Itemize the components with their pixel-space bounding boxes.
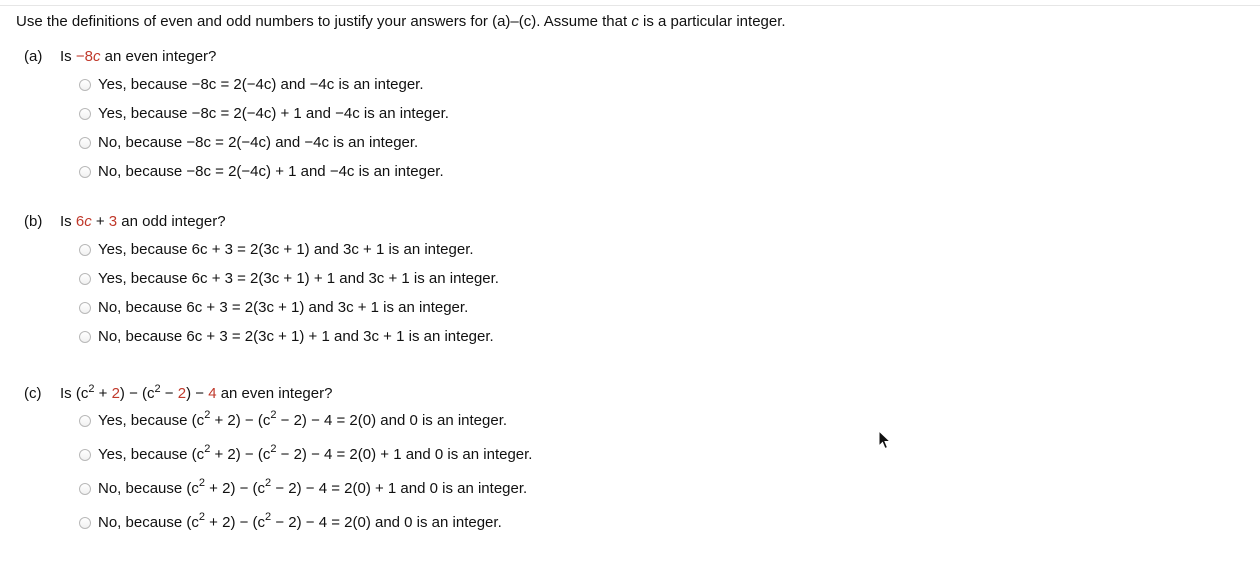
question-constant: 2 (177, 385, 187, 402)
option-b-3[interactable] (79, 299, 468, 317)
option-a-2[interactable] (79, 105, 449, 123)
option-label: No, because 6c + 3 = 2(3c + 1) + 1 and 3c + 1 is an integer. (98, 328, 494, 345)
part-label: (c) (24, 385, 42, 402)
radio-button[interactable] (79, 108, 91, 120)
radio-button[interactable] (79, 483, 91, 495)
option-label: No, because $(c^2 + 2) - (c^2 - 2) - 4 = 2(0) + 1$ and 0 is an integer. (98, 477, 528, 497)
question-operator: + (94, 385, 112, 402)
option-a-4[interactable] (79, 163, 444, 181)
radio-button[interactable] (79, 415, 91, 427)
question-constant: 2 (111, 385, 120, 402)
question-c (24, 380, 1224, 403)
radio-button[interactable] (79, 166, 91, 178)
option-label: Yes, because $(c^2 + 2) - (c^2 - 2) - 4 = 2(0)$ and 0 is an integer. (98, 409, 508, 429)
mouse-pointer-icon (878, 430, 892, 450)
option-label: Yes, because 6c + 3 = 2(3c + 1) + 1 and 3c + 1 is an integer. (98, 270, 499, 287)
part-a (24, 48, 1224, 180)
option-c-1[interactable] (79, 409, 508, 430)
part-label: (a) (24, 48, 43, 65)
question-pre: Is (60, 48, 76, 65)
question-a (24, 48, 1224, 66)
option-label: No, because −8c = 2(−4c) + 1 and −4c is an integer. (98, 163, 444, 180)
part-b (24, 213, 1224, 345)
option-label: Yes, because $(c^2 + 2) - (c^2 - 2) - 4 = 2(0) + 1$ and 0 is an integer. (98, 443, 533, 463)
radio-button[interactable] (79, 273, 91, 285)
question-exponent: 2 (154, 383, 161, 395)
question-operator: ) − (186, 385, 209, 402)
option-c-4[interactable] (79, 511, 502, 532)
part-c (24, 380, 1224, 531)
option-label: Yes, because −8c = 2(−4c) and −4c is an integer. (98, 76, 424, 93)
question-coefficient: 6 (75, 213, 85, 230)
radio-button[interactable] (79, 244, 91, 256)
question-post: an even integer? (100, 48, 217, 65)
radio-button[interactable] (79, 137, 91, 149)
question-constant: 4 (208, 385, 217, 402)
question-operator: − (160, 385, 178, 402)
question-constant: 3 (108, 213, 118, 230)
question-pre: Is (60, 213, 76, 230)
instruction-post: is a particular integer. (638, 13, 786, 30)
option-label: No, because $(c^2 + 2) - (c^2 - 2) - 4 = 2(0)$ and 0 is an integer. (98, 511, 502, 531)
option-a-1[interactable] (79, 76, 424, 94)
radio-button[interactable] (79, 79, 91, 91)
instruction-text (16, 13, 786, 31)
option-c-2[interactable] (79, 443, 533, 464)
radio-button[interactable] (79, 302, 91, 314)
option-b-4[interactable] (79, 328, 494, 346)
question-operator: + (91, 213, 109, 230)
radio-button[interactable] (79, 331, 91, 343)
question-operator: ) − (c (119, 385, 155, 402)
radio-button[interactable] (79, 449, 91, 461)
instruction-variable: c (631, 13, 639, 30)
question-exponent: 2 (88, 383, 95, 395)
question-variable: c (92, 48, 101, 65)
option-c-3[interactable] (79, 477, 528, 498)
part-label: (b) (24, 213, 43, 230)
option-b-2[interactable] (79, 270, 499, 288)
option-label: No, because 6c + 3 = 2(3c + 1) and 3c + 1 is an integer. (98, 299, 469, 316)
question-post: an even integer? (216, 385, 333, 402)
radio-button[interactable] (79, 517, 91, 529)
question-variable: c (84, 213, 92, 230)
option-label: Yes, because 6c + 3 = 2(3c + 1) and 3c + 1 is an integer. (98, 241, 474, 258)
option-a-3[interactable] (79, 134, 418, 152)
option-label: Yes, because −8c = 2(−4c) + 1 and −4c is an integer. (98, 105, 449, 122)
question-pre: Is (c (60, 385, 89, 402)
top-divider (0, 5, 1260, 6)
option-b-1[interactable] (79, 241, 474, 259)
option-label: No, because −8c = 2(−4c) and −4c is an integer. (98, 134, 419, 151)
question-b (24, 213, 1224, 231)
question-post: an odd integer? (117, 213, 226, 230)
question-coefficient: −8 (75, 48, 93, 65)
instruction-pre: Use the definitions of even and odd numbers to justify your answers for (a)–(c). Assume that (16, 13, 632, 30)
